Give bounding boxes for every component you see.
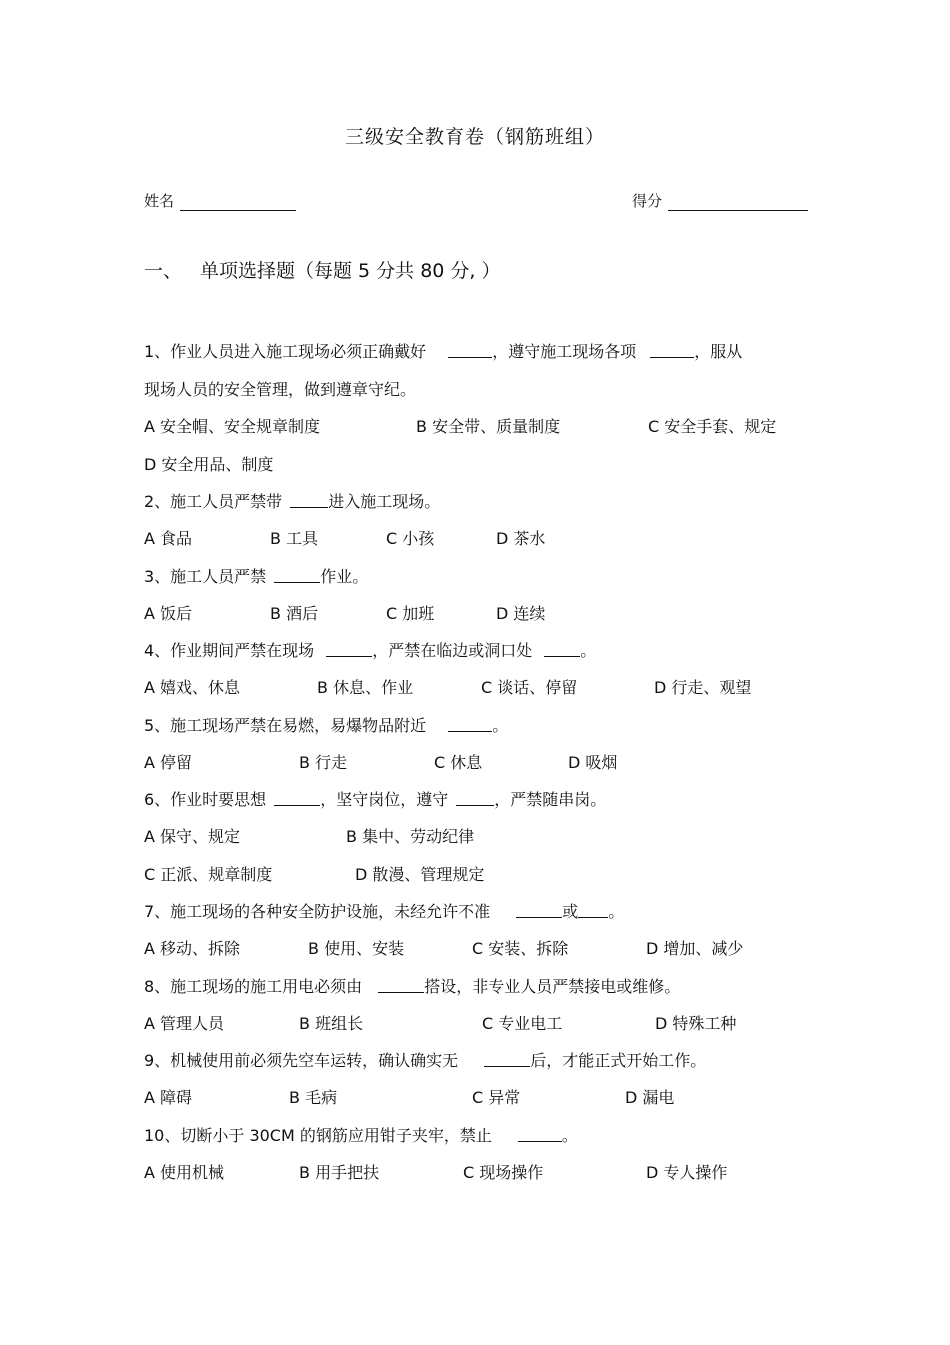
answer-blank[interactable] [448, 713, 492, 732]
option-a[interactable]: A 停留 [144, 752, 193, 772]
option-d[interactable]: D 行走、观望 [654, 678, 752, 697]
option-row [144, 412, 814, 450]
option-d[interactable]: D 专人操作 [646, 1162, 728, 1182]
option-c[interactable]: C 休息 [434, 752, 483, 772]
question-stem-continued: 现场人员的安全管理，做到遵章守纪。 [144, 379, 417, 399]
option-c[interactable]: C 安装、拆除 [472, 939, 569, 958]
option-d[interactable]: D 吸烟 [568, 752, 618, 772]
section-heading [144, 256, 501, 283]
answer-blank[interactable] [378, 974, 424, 993]
option-a[interactable]: A 保守、规定 [144, 827, 241, 846]
option-row [144, 599, 814, 637]
question-stem: 9、机械使用前必须先空车运转，确认确实无 后，才能正式开始工作。 [144, 1046, 814, 1083]
answer-blank[interactable] [544, 638, 580, 657]
score-field [632, 190, 808, 211]
option-c[interactable]: C 现场操作 [463, 1162, 544, 1182]
answer-blank[interactable] [290, 489, 328, 508]
option-d[interactable]: D 增加、减少 [646, 939, 744, 958]
option-b[interactable]: B 用手把扶 [299, 1162, 380, 1182]
option-row [144, 860, 814, 898]
option-b[interactable]: B 班组长 [299, 1013, 364, 1033]
option-b[interactable]: B 休息、作业 [317, 678, 414, 697]
option-row [144, 524, 814, 562]
option-b[interactable]: B 毛病 [289, 1088, 338, 1107]
option-d[interactable]: D 散漫、管理规定 [355, 864, 485, 884]
score-blank[interactable] [668, 194, 808, 211]
option-d[interactable]: D 连续 [496, 603, 546, 623]
option-row [144, 1083, 814, 1121]
option-a[interactable]: A 嬉戏、休息 [144, 678, 241, 697]
option-row [144, 450, 814, 488]
option-c[interactable]: C 异常 [472, 1088, 521, 1107]
option-row [144, 1158, 814, 1196]
section-title: 单项选择题（每题 5 分共 80 分, ） [200, 260, 501, 282]
question-list [144, 337, 814, 1195]
option-b[interactable]: B 酒后 [270, 603, 319, 623]
score-label: 得分 [632, 192, 663, 210]
option-d[interactable]: D 茶水 [496, 529, 546, 548]
answer-blank[interactable] [326, 638, 372, 657]
answer-blank[interactable] [274, 564, 320, 583]
answer-blank[interactable] [274, 787, 320, 806]
answer-blank[interactable] [650, 339, 694, 358]
option-a[interactable]: A 食品 [144, 529, 193, 548]
section-number: 一、 [144, 260, 183, 282]
option-c[interactable]: C 正派、规章制度 [144, 864, 273, 884]
option-a[interactable]: A 安全帽、安全规章制度 [144, 417, 321, 436]
question-stem: 5、施工现场严禁在易燃，易爆物品附近 。 [144, 711, 814, 748]
page-title: 三级安全教育卷（钢筋班组） [344, 126, 605, 148]
option-c[interactable]: C 加班 [386, 603, 435, 623]
option-row [144, 822, 814, 860]
option-c[interactable]: C 安全手套、规定 [648, 417, 777, 436]
option-row [144, 1009, 814, 1047]
option-d[interactable]: D 特殊工种 [655, 1013, 737, 1033]
option-a[interactable]: A 移动、拆除 [144, 939, 241, 958]
option-c[interactable]: C 谈话、停留 [481, 678, 578, 697]
question-stem: 2、施工人员严禁带 进入施工现场。 [144, 487, 814, 524]
option-a[interactable]: A 管理人员 [144, 1013, 225, 1033]
option-row [144, 673, 814, 711]
question-stem: 8、施工现场的施工用电必须由 搭设，非专业人员严禁接电或维修。 [144, 972, 814, 1009]
option-c[interactable]: C 专业电工 [482, 1013, 563, 1033]
option-b[interactable]: B 集中、劳动纪律 [346, 827, 475, 846]
option-c[interactable]: C 小孩 [386, 529, 435, 548]
name-label: 姓名 [144, 192, 175, 210]
question-stem: 6、作业时要思想 ，坚守岗位，遵守 ，严禁随串岗。 [144, 785, 814, 822]
option-row [144, 748, 814, 786]
answer-blank[interactable] [484, 1048, 530, 1067]
question-stem: 4、作业期间严禁在现场 ，严禁在临边或洞口处 。 [144, 636, 814, 673]
answer-blank[interactable] [456, 787, 494, 806]
option-b[interactable]: B 使用、安装 [308, 939, 405, 958]
name-field [144, 190, 296, 211]
option-a[interactable]: A 使用机械 [144, 1162, 225, 1182]
option-b[interactable]: B 安全带、质量制度 [416, 417, 561, 436]
answer-blank[interactable] [516, 899, 562, 918]
question-stem: 10、切断小于 30CM 的钢筋应用钳子夹牢，禁止 。 [144, 1121, 814, 1158]
option-a[interactable]: A 饭后 [144, 603, 193, 623]
option-b[interactable]: B 工具 [270, 529, 319, 548]
option-d[interactable]: D 漏电 [625, 1088, 675, 1107]
option-a[interactable]: A 障碍 [144, 1088, 193, 1107]
question-stem: 7、施工现场的各种安全防护设施，未经允许不准 或 。 [144, 897, 814, 934]
option-d[interactable]: D 安全用品、制度 [144, 454, 274, 474]
option-row [144, 934, 814, 972]
name-blank[interactable] [180, 194, 296, 211]
answer-blank[interactable] [578, 899, 608, 918]
answer-blank[interactable] [518, 1123, 562, 1142]
answer-blank[interactable] [448, 339, 492, 358]
question-stem: 1、作业人员进入施工现场必须正确戴好 ，遵守施工现场各项 ，服从 [144, 337, 814, 375]
option-b[interactable]: B 行走 [299, 752, 348, 772]
question-stem: 3、施工人员严禁 作业。 [144, 562, 814, 599]
